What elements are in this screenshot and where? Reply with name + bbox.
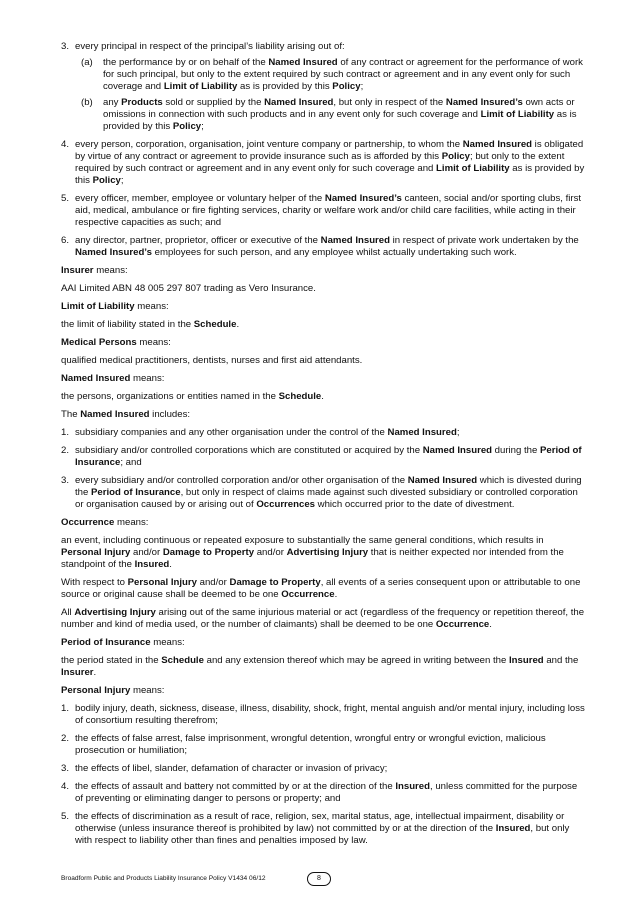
text-segment: ; and: [120, 457, 142, 468]
list-item-text: [75, 781, 585, 805]
text-segment: ;: [456, 427, 460, 438]
text-segment: an event, including continuous or repeated exposure to substantially the same general conditions, which results in: [61, 535, 544, 546]
text-segment: own acts or omissions in connection with such products and in any event only for such coverage and: [103, 97, 575, 120]
sub-list-item-letter: (a): [81, 57, 93, 68]
text-segment: means:: [93, 265, 128, 276]
text-segment: is obligated by virtue of any contract or agreement to provide insurance such as is afforded by this: [75, 139, 584, 162]
defined-term: Policy: [172, 121, 202, 132]
text-segment: as is provided by this: [237, 81, 333, 92]
definition-paragraph: [61, 319, 585, 331]
defined-term: Insured: [134, 559, 170, 570]
defined-term: Named Insured: [462, 139, 533, 150]
text-segment: , unless committed for the purpose of preventing or eliminating danger to persons or property; and: [75, 781, 578, 804]
defined-term: Occurrence: [61, 517, 115, 528]
text-segment: of any contract or agreement for the performance of work for such principal, but only to the extent required by such contract or agreement and in any event only for such coverage and: [103, 57, 583, 92]
list-item-text: [75, 235, 585, 259]
definition-paragraph: [61, 607, 585, 631]
text-segment: the effects of false arrest, false imprisonment, wrongful detention, wrongful entry or wrongful eviction, malicious prosecution or humiliation;: [75, 733, 546, 756]
text-segment: With respect to: [61, 577, 128, 588]
list-item-number: 5.: [61, 811, 70, 822]
text-segment: the effects of discrimination as a result of race, religion, sex, marital status, age, intellectual impairment, disability or otherwise (unless insurance thereof is prohibited by law) not committed by or at the direction of the: [75, 811, 565, 834]
definition-paragraph: [61, 685, 585, 697]
list-item: [61, 139, 585, 187]
text-segment: .: [489, 619, 492, 630]
defined-term: Limit of Liability: [61, 301, 135, 312]
defined-term: Named Insured: [80, 409, 150, 420]
definition-paragraph: [61, 637, 585, 649]
text-segment: employees for such person, and any employee whilst actually undertaking such work.: [151, 247, 517, 258]
defined-term: Named Insured: [61, 373, 131, 384]
text-segment: , but only with respect to liability other than fines and penalties imposed by law.: [75, 823, 570, 846]
defined-term: Policy: [92, 175, 121, 186]
definition-paragraph: [61, 391, 585, 403]
list-item-number: 1.: [61, 703, 70, 714]
text-segment: every officer, member, employee or voluntary helper of the: [75, 193, 325, 204]
text-segment: means:: [150, 637, 185, 648]
defined-term: Schedule: [278, 391, 322, 402]
definition-paragraph: [61, 577, 585, 601]
definition-paragraph: [61, 355, 585, 367]
definition-paragraph: [61, 301, 585, 313]
text-segment: AAI Limited ABN 48 005 297 807 trading as Vero Insurance.: [61, 283, 316, 294]
defined-term: Insured: [495, 823, 531, 834]
list-item: [61, 733, 585, 757]
list-item-text: [75, 427, 585, 439]
defined-term: Named Insured: [320, 235, 390, 246]
defined-term: Insured: [395, 781, 430, 792]
text-segment: which is divested during the: [75, 475, 582, 498]
list-item: [61, 811, 585, 847]
text-segment: ;: [360, 81, 364, 92]
defined-term: Named Insured’s: [445, 97, 523, 108]
definition-paragraph: [61, 517, 585, 529]
text-segment: the limit of liability stated in the: [61, 319, 194, 330]
defined-term: Advertising Injury: [74, 607, 156, 618]
defined-term: Limit of Liability: [480, 109, 555, 120]
defined-term: Limit of Liability: [163, 81, 238, 92]
text-segment: and/or: [254, 547, 287, 558]
defined-term: Damage to Property: [162, 547, 255, 558]
text-segment: canteen, social and/or sporting clubs, first aid, medical, ambulance or fire fighting services, charity or welfare work and/or child care facilities, while acting in their respective capacities as such; and: [75, 193, 582, 228]
text-segment: .: [321, 391, 324, 402]
text-segment: means:: [114, 517, 149, 528]
text-segment: and the: [543, 655, 579, 666]
list-item-number: 3.: [61, 475, 70, 486]
list-item-number: 4.: [61, 781, 70, 792]
list-item-number: 2.: [61, 445, 70, 456]
text-segment: means:: [134, 301, 169, 312]
text-segment: the period stated in the: [61, 655, 162, 666]
definition-paragraph: [61, 373, 585, 385]
list-item-text: [75, 733, 585, 757]
named-insured-includes-list: [61, 427, 585, 511]
defined-term: Policy: [441, 151, 470, 162]
text-segment: any director, partner, proprietor, officer or executive of the: [75, 235, 321, 246]
definition-paragraph: [61, 265, 585, 277]
text-segment: sold or supplied by the: [162, 97, 265, 108]
sub-list-item: [75, 97, 585, 133]
list-item: [61, 41, 585, 133]
text-segment: subsidiary companies and any other organisation under the control of the: [75, 427, 388, 438]
text-segment: .: [169, 559, 172, 570]
defined-term: Insurer: [61, 667, 94, 678]
definitions-occurrence-to-personal-injury: [61, 517, 585, 697]
text-segment: in respect of private work undertaken by the: [389, 235, 579, 246]
defined-term: Occurrence: [435, 619, 490, 630]
definition-paragraph: [61, 409, 585, 421]
text-segment: arising out of the same injurious material or act (regardless of the frequency or repetition thereof, the number and kind of media used, or the number of claimants) shall be deemed to be one: [61, 607, 585, 630]
defined-term: Personal Injury: [127, 577, 197, 588]
list-item-text: [75, 703, 585, 727]
text-segment: every principal in respect of the principal’s liability arising out of:: [75, 41, 345, 52]
defined-term: Named Insured: [422, 445, 493, 456]
page-number: 8: [307, 872, 331, 886]
text-segment: qualified medical practitioners, dentists, nurses and first aid attendants.: [61, 355, 363, 366]
list-item-text: [75, 475, 585, 511]
text-segment: the performance by or on behalf of the: [103, 57, 269, 68]
text-segment: .: [334, 589, 338, 600]
text-segment: means:: [130, 373, 165, 384]
list-item-number: 1.: [61, 427, 70, 438]
text-segment: ;: [201, 121, 204, 132]
definition-paragraph: [61, 283, 585, 295]
defined-term: Named Insured: [407, 475, 478, 486]
page-footer: [61, 872, 585, 886]
text-segment: ; but only to the extent required by such contract or agreement and in any event only for such coverage and: [75, 151, 565, 174]
text-segment: every subsidiary and/or controlled corporation and/or other organisation of the: [75, 475, 408, 486]
sub-list-item-text: [103, 97, 585, 133]
definition-paragraph: [61, 655, 585, 679]
list-item: [61, 781, 585, 805]
defined-term: Occurrence: [281, 589, 335, 600]
list-item-text: [75, 41, 585, 133]
defined-term: Insurer: [61, 265, 94, 276]
text-segment: bodily injury, death, sickness, disease, illness, disability, shock, fright, mental anguish and/or mental injury, including loss of consortium resulting therefrom;: [75, 703, 585, 726]
text-segment: .: [236, 319, 240, 330]
defined-term: Named Insured: [264, 97, 334, 108]
text-segment: The: [61, 409, 81, 420]
text-segment: the effects of libel, slander, defamation of character or invasion of privacy;: [75, 763, 388, 774]
list-item-text: [75, 763, 585, 775]
text-segment: as is provided by this: [75, 163, 585, 186]
defined-term: Named Insured’s: [75, 247, 152, 258]
text-segment: during the: [492, 445, 541, 456]
defined-term: Occurrences: [256, 499, 315, 510]
insured-persons-list: [61, 41, 585, 259]
list-item: [61, 703, 585, 727]
text-segment: the persons, organizations or entities named in the: [61, 391, 279, 402]
defined-term: Policy: [332, 81, 361, 92]
defined-term: Limit of Liability: [436, 163, 510, 174]
sub-list-item: [75, 57, 585, 93]
list-item-number: 3.: [61, 41, 70, 52]
list-item-text: [75, 445, 585, 469]
text-segment: any: [103, 97, 122, 108]
defined-term: Damage to Property: [229, 577, 321, 588]
defined-term: Products: [121, 97, 163, 108]
list-item-number: 6.: [61, 235, 70, 246]
list-item: [61, 763, 585, 775]
list-item-number: 2.: [61, 733, 70, 744]
personal-injury-list: [61, 703, 585, 847]
list-item: [61, 193, 585, 229]
list-item-number: 3.: [61, 763, 70, 774]
list-item-number: 5.: [61, 193, 70, 204]
text-segment: and/or: [130, 547, 163, 558]
defined-term: Advertising Injury: [286, 547, 369, 558]
text-segment: the effects of assault and battery not committed by or at the direction of the: [75, 781, 396, 792]
text-segment: ;: [120, 175, 124, 186]
defined-term: Schedule: [161, 655, 204, 666]
defined-term: Personal Injury: [61, 547, 131, 558]
list-item-text: [75, 139, 585, 187]
list-item: [61, 427, 585, 439]
defined-term: Named Insured: [268, 57, 338, 68]
text-segment: and any extension thereof which may be agreed in writing between the: [203, 655, 509, 666]
defined-term: Period of Insurance: [61, 637, 151, 648]
text-segment: as is provided by this: [103, 109, 577, 132]
defined-term: Schedule: [193, 319, 237, 330]
sub-list-item-letter: (b): [81, 97, 93, 108]
defined-term: Personal Injury: [61, 685, 131, 696]
text-segment: , but only in respect of claims made against such divested subsidiary or controlled corporation or organisation caused by or arising out of: [75, 487, 578, 510]
text-segment: means:: [130, 685, 165, 696]
defined-term: Period of Insurance: [75, 445, 582, 468]
defined-term: Medical Persons: [61, 337, 137, 348]
defined-term: Named Insured: [387, 427, 457, 438]
text-segment: means:: [136, 337, 171, 348]
list-item: [61, 445, 585, 469]
defined-term: Named Insured’s: [324, 193, 402, 204]
list-item: [61, 235, 585, 259]
text-segment: every person, corporation, organisation, joint venture company or partnership, to whom the: [75, 139, 463, 150]
list-item: [61, 475, 585, 511]
defined-term: Insured: [509, 655, 544, 666]
text-segment: includes:: [149, 409, 191, 420]
document-page: [61, 41, 585, 853]
definition-paragraph: [61, 337, 585, 349]
text-segment: , all events of a series consequent upon or attributable to one source or original cause shall be deemed to be one: [61, 577, 581, 600]
text-segment: subsidiary and/or controlled corporations which are constituted or acquired by the: [75, 445, 423, 456]
text-segment: .: [93, 667, 97, 678]
text-segment: that is neither expected nor intended from the standpoint of the: [61, 547, 564, 570]
list-item-number: 4.: [61, 139, 70, 150]
definitions-insurer-to-named-insured: [61, 265, 585, 421]
defined-term: Period of Insurance: [91, 487, 181, 498]
text-segment: which occurred prior to the date of divestment.: [315, 499, 515, 510]
text-segment: and/or: [196, 577, 230, 588]
sub-list-item-text: [103, 57, 585, 93]
definition-paragraph: [61, 535, 585, 571]
text-segment: , but only in respect of the: [333, 97, 446, 108]
list-item-text: [75, 193, 585, 229]
list-item-text: [75, 811, 585, 847]
footer-document-title: Broadform Public and Products Liability Insurance Policy V1434 06/12: [61, 875, 266, 882]
text-segment: All: [61, 607, 75, 618]
